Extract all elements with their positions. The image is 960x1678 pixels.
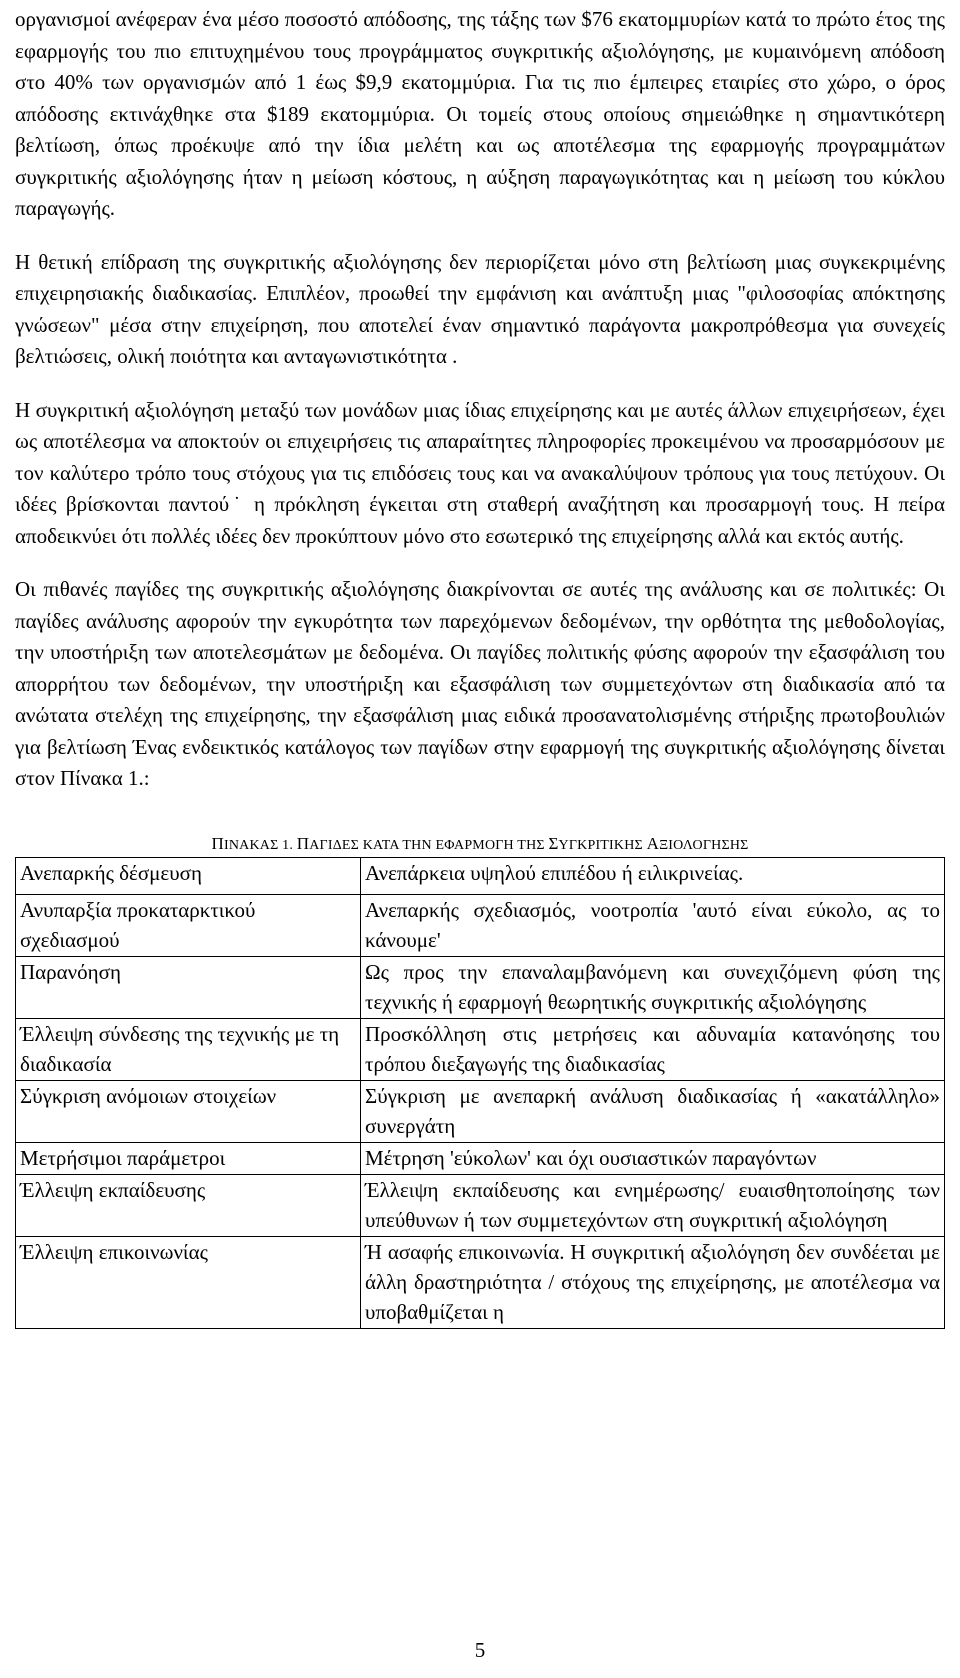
pitfall-cell: Ανεπαρκής δέσμευση [16,857,361,894]
description-cell: Μέτρηση 'εύκολων' και όχι ουσιαστικών παραγόντων [361,1142,945,1174]
description-cell: Ανεπαρκής σχεδιασμός, νοοτροπία 'αυτό είναι εύκολο, ας το κάνουμε' [361,894,945,956]
table-row [16,894,945,956]
pitfall-cell: Μετρήσιμοι παράμετροι [16,1142,361,1174]
paragraph: οργανισμοί ανέφεραν ένα μέσο ποσοστό απόδοσης, της τάξης των $76 εκατομμυρίων κατά το πρώτο έτος της εφαρμογής του πιο επιτυχημένου τους προγράμματος συγκριτικής αξιολόγησης, με κυμαινόμενη απόδοση στο 40% των οργανισμών από 1 έως $9,9 εκατομμύρια. Για τις πιο έμπειρες εταιρίες στο χώρο, ο όρος απόδοσης εκτινάχθηκε στα $189 εκατομμύρια. Οι τομείς στους οποίους σημειώθηκε η σημαντικότερη βελτίωση, όπως προέκυψε από την ίδια μελέτη και ως αποτέλεσμα της εφαρμογής προγραμμάτων συγκριτικής αξιολόγησης ήταν η μείωση κόστους, η αύξηση παραγωγικότητας και η μείωση του κύκλου παραγωγής. [15,7,945,220]
paragraph: Η συγκριτική αξιολόγηση μεταξύ των μονάδων μιας ίδιας επιχείρησης και με αυτές άλλων επιχειρήσεων, έχει ως αποτέλεσμα να αποκτούν οι επιχειρήσεις τις απαραίτητες πληροφορίες προκειμένου να προσαρμόσουν με τον καλύτερο τρόπο τους στόχους για τις επιδόσεις τους και να ανακαλύψουν τρόπους για τους πετύχουν. Οι ιδέες βρίσκονται παντού˙ η πρόκληση έγκειται στη σταθερή αναζήτηση και προσαρμογή τους. Η πείρα αποδεικνύει ότι πολλές ιδέες δεν προκύπτουν μόνο στο εσωτερικό της επιχείρησης αλλά και εκτός αυτής. [15,397,945,548]
table-row [16,1018,945,1080]
caption-text: ΥΓΚΡΙΤΙΚΗΣ [558,837,647,853]
pitfall-cell: Έλλειψη εκπαίδευσης [16,1174,361,1236]
description-cell: Προσκόλληση στις μετρήσεις και αδυναμία κατανόησης του τρόπου διεξαγωγής της διαδικασίας [361,1018,945,1080]
table-row [16,1080,945,1142]
description-cell: Ως προς την επαναλαμβανόμενη και συνεχιζόμενη φύση της τεχνικής ή εφαρμογή θεωρητικής συγκριτικής αξιολόγησης [361,956,945,1018]
table-row [16,1174,945,1236]
pitfall-cell: Έλλειψη σύνδεσης της τεχνικής με τη διαδικασία [16,1018,361,1080]
caption-initial: Α [646,833,660,853]
pitfall-cell: Έλλειψη επικοινωνίας [16,1236,361,1328]
pitfalls-table [15,857,945,1329]
description-cell: Ή ασαφής επικοινωνία. Η συγκριτική αξιολόγηση δεν συνδέεται με άλλη δραστηριότητα / στόχους της επιχείρησης, με αποτέλεσμα να υποβαθμίζεται η [361,1236,945,1328]
pitfall-cell: Ανυπαρξία προκαταρκτικού σχεδιασμού [16,894,361,956]
page-number: 5 [474,1638,486,1662]
pitfall-cell: Παρανόηση [16,956,361,1018]
paragraph: Οι πιθανές παγίδες της συγκριτικής αξιολόγησης διακρίνονται σε αυτές της ανάλυσης και σε πολιτικές: Οι παγίδες ανάλυσης αφορούν την εγκυρότητα των παρεχόμενων δεδομένων, την ορθότητα της μεθοδολογίας, την υποστήριξη των αποτελεσμάτων με δεδομένα. Οι παγίδες πολιτικής φύσης αφορούν την εξασφάλιση του απορρήτου των δεδομένων, την υποστήριξη και εξασφάλιση των συμμετεχόντων στη διαδικασία από τα ανώτατα στελέχη της επιχείρησης, την εξασφάλιση μιας ειδικά προσανατολισμένης στήριξης πρωτοβουλιών για βελτίωση Ένας ενδεικτικός κατάλογος των παγίδων στην εφαρμογή της συγκριτικής αξιολόγησης δίνεται στον Πίνακα 1.: [15,577,945,790]
description-cell: Ανεπάρκεια υψηλού επιπέδου ή ειλικρινείας. [361,857,945,894]
pitfall-cell: Σύγκριση ανόμοιων στοιχείων [16,1080,361,1142]
table-row [16,857,945,894]
caption-text: ΑΓΙΔΕΣ ΚΑΤΑ ΤΗΝ ΕΦΑΡΜΟΓΗ ΤΗΣ [309,837,549,853]
caption-initial: Π [211,833,224,853]
table-row [16,956,945,1018]
caption-text: ΙΝΑΚΑΣ 1. [224,837,297,853]
document-page [15,4,945,1329]
description-cell: Έλλειψη εκπαίδευσης και ενημέρωσης/ ευαισθητοποίησης των υπεύθυνων ή των συμμετεχόντων στη συγκριτική αξιολόγηση [361,1174,945,1236]
paragraph: Η θετική επίδραση της συγκριτικής αξιολόγησης δεν περιορίζεται μόνο στη βελτίωση μιας συγκεκριμένης επιχειρησιακής διαδικασίας. Επιπλέον, προωθεί την εμφάνιση και ανάπτυξη μιας "φιλοσοφίας απόκτησης γνώσεων" μέσα στην επιχείρηση, που αποτελεί έναν σημαντικό παράγοντα μακροπρόθεσμα για συνεχείς βελτιώσεις, ολική ποιότητα και ανταγωνιστικότητα . [15,249,945,368]
caption-initial: Σ [548,833,559,853]
table-caption [15,835,945,855]
table-row [16,1142,945,1174]
table-row [16,1236,945,1328]
caption-initial: Π [296,833,310,853]
description-cell: Σύγκριση με ανεπαρκή ανάλυση διαδικασίας ή «ακατάλληλο» συνεργάτη [361,1080,945,1142]
caption-text: ΞΙΟΛΟΓΗΣΗΣ [659,837,749,853]
